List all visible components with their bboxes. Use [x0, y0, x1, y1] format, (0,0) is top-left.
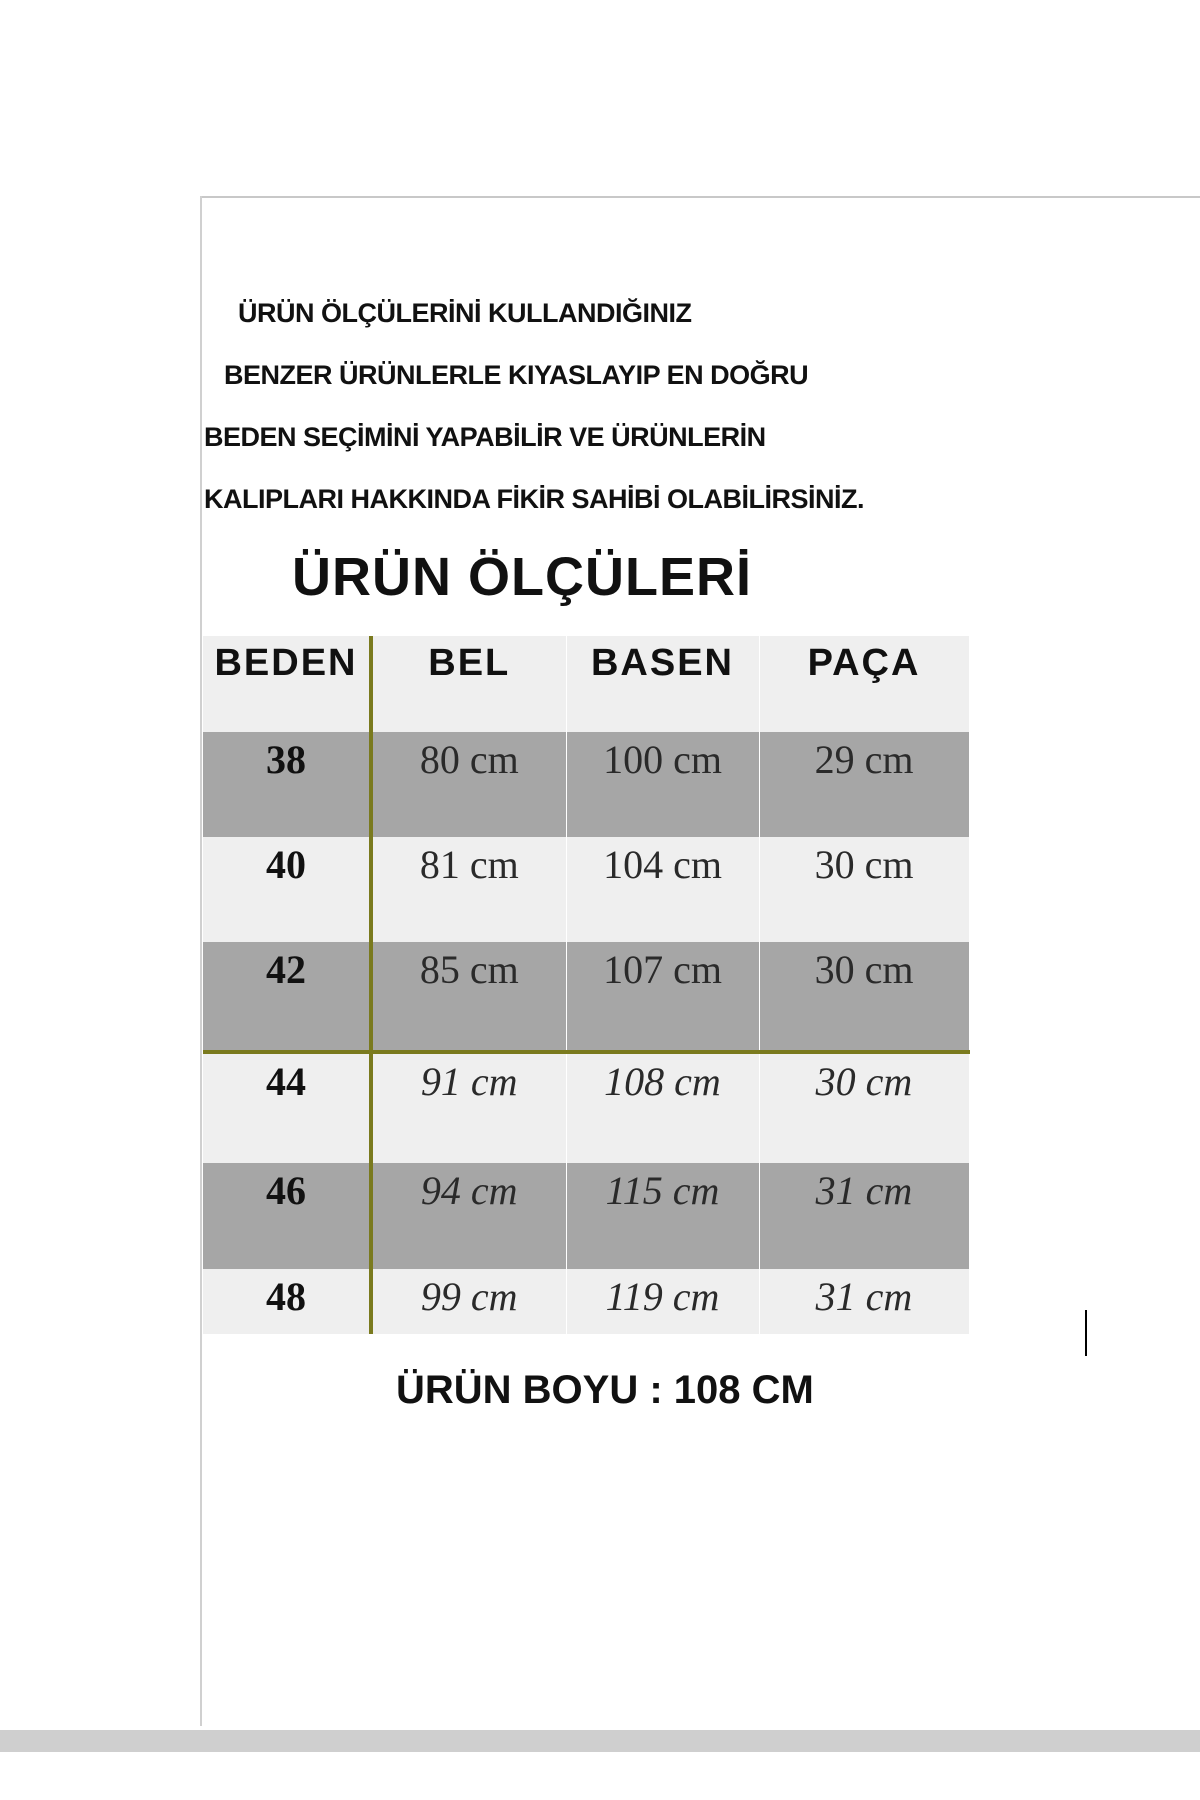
basen-cell: 104 cm	[566, 837, 759, 942]
basen-cell: 115 cm	[566, 1163, 759, 1269]
size-table	[203, 636, 970, 1334]
paca-cell: 31 cm	[759, 1269, 969, 1334]
size-cell: 48	[203, 1269, 371, 1334]
table-row	[203, 1163, 969, 1269]
basen-cell: 108 cm	[566, 1052, 759, 1163]
size-cell: 44	[203, 1052, 371, 1163]
basen-cell: 100 cm	[566, 732, 759, 837]
intro-line-3: BEDEN SEÇİMİNİ YAPABİLİR VE ÜRÜNLERİN	[204, 422, 766, 452]
header-bel: BEL	[371, 636, 566, 732]
product-length-label: ÜRÜN BOYU : 108 CM	[396, 1368, 814, 1412]
header-basen: BASEN	[566, 636, 759, 732]
bel-cell: 81 cm	[371, 837, 566, 942]
bel-cell: 80 cm	[371, 732, 566, 837]
paca-cell: 29 cm	[759, 732, 969, 837]
table-row	[203, 1269, 969, 1334]
bel-cell: 94 cm	[371, 1163, 566, 1269]
bel-cell: 85 cm	[371, 942, 566, 1052]
basen-cell: 119 cm	[566, 1269, 759, 1334]
page-left-border	[200, 196, 202, 1726]
page-top-border	[201, 196, 1200, 198]
intro-line-1: ÜRÜN ÖLÇÜLERİNİ KULLANDIĞINIZ	[238, 298, 692, 328]
size-cell: 46	[203, 1163, 371, 1269]
table-row	[203, 837, 969, 942]
intro-line-4: KALIPLARI HAKKINDA FİKİR SAHİBİ OLABİLİRSİNİZ.	[204, 484, 864, 514]
bel-cell: 99 cm	[371, 1269, 566, 1334]
size-cell: 38	[203, 732, 371, 837]
table-row	[203, 1052, 969, 1163]
basen-cell: 107 cm	[566, 942, 759, 1052]
paca-cell: 30 cm	[759, 837, 969, 942]
size-cell: 42	[203, 942, 371, 1052]
table-row	[203, 732, 969, 837]
intro-text	[204, 282, 864, 530]
page-title: ÜRÜN ÖLÇÜLERİ	[292, 547, 752, 607]
paca-cell: 30 cm	[759, 1052, 969, 1163]
bel-cell: 91 cm	[371, 1052, 566, 1163]
table-row	[203, 942, 969, 1052]
header-beden: BEDEN	[203, 636, 371, 732]
header-paca: PAÇA	[759, 636, 969, 732]
intro-line-2: BENZER ÜRÜNLERLE KIYASLAYIP EN DOĞRU	[224, 360, 809, 390]
text-cursor	[1085, 1310, 1087, 1356]
paca-cell: 31 cm	[759, 1163, 969, 1269]
paca-cell: 30 cm	[759, 942, 969, 1052]
size-cell: 40	[203, 837, 371, 942]
table-header-row	[203, 636, 969, 732]
bottom-scrollbar[interactable]	[0, 1730, 1200, 1752]
